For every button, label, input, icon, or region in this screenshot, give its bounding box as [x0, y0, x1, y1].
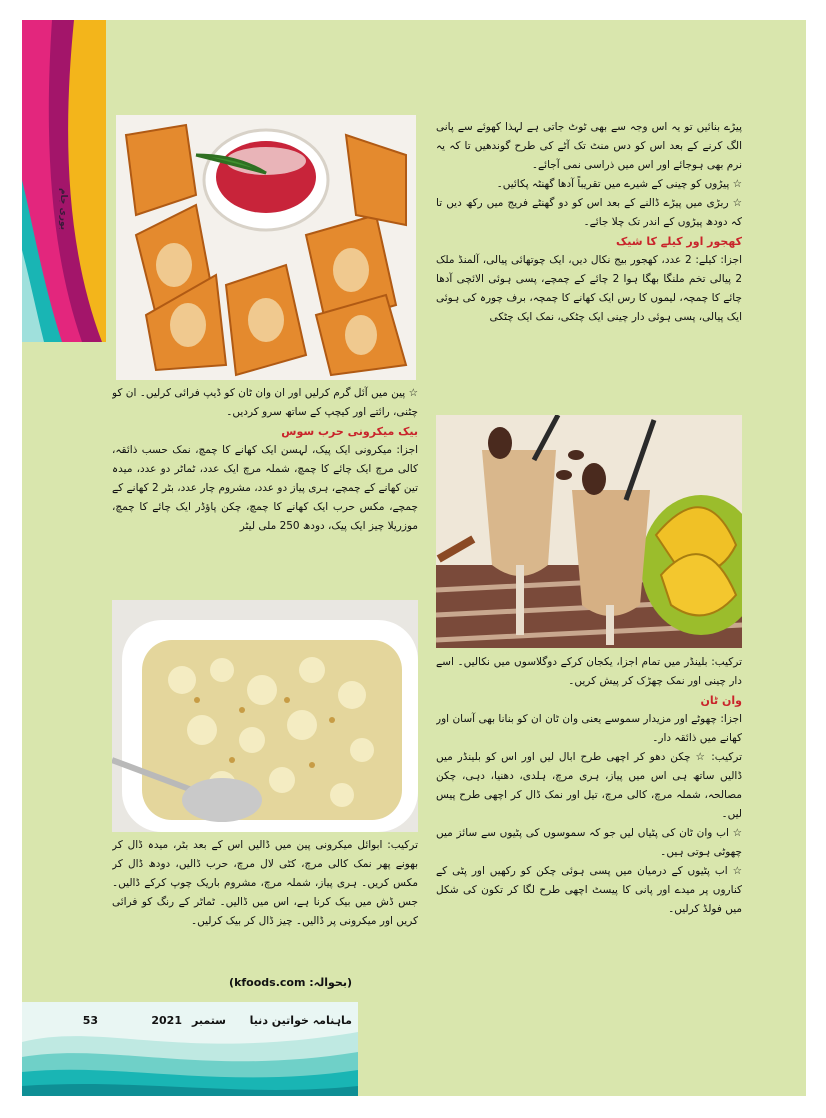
right-top-paragraph: ☆ پیڑوں کو چینی کے شیرے میں تقریباً آدھا گھنٹہ پکائیں۔: [496, 178, 742, 190]
issue-year: 2021: [151, 1014, 182, 1027]
shake-method: ترکیب: بلینڈر میں تمام اجزا، یکجان کرکے دوگلاسوں میں نکالیں۔ اسے دار چینی اور نمک چھڑک کر پیش کریں۔: [436, 656, 742, 687]
left-column: [112, 384, 418, 596]
wonton-end-paragraph: ☆ پین میں آئل گرم کرلیں اور ان وان ٹان کو ڈیپ فرائی کرلیں۔ ان کو چٹنی، رائتے اور کیچپ کے ساتھ سرو کردیں۔: [112, 387, 418, 418]
right-column-lower: [436, 653, 742, 1003]
wonton-heading: وان ٹان: [700, 694, 742, 707]
macaroni-method: ترکیب: ابوائل میکرونی پین میں ڈالیں اس کے بعد بٹر، میدہ ڈال کر بھونے پھر نمک کالی مرچ، کٹی لال مرچ، حرب ڈالیں، دودھ ڈال کر مکس کریں۔ ہری پیاز، شملہ مرچ، مشروم باریک چوپ کرکے ڈالیں۔ جس ڈش میں بیک کرنا ہے، اس میں ڈالیں۔ ٹماٹر کے رنگ کو فرائی کریں اور میکرونی پر ڈالیں۔ چیز ڈال کر بیک کرلیں۔: [112, 839, 418, 927]
wonton-method-step: ترکیب: ☆ چکن دھو کر اچھی طرح ابال لیں اور اس کو بلینڈر میں ڈالیں ساتھ ہی اس میں پیاز، ہری مرچ، ہلدی، دھنیا، دہی، چکن مصالحہ، شملہ مرچ، کالی مرچ، تیل اور نمک ڈال کر اچھی طرح پیس لیں۔: [436, 751, 742, 820]
macaroni-ingredients: اجزا: میکرونی ایک پیک، لہسن ایک کھانے کا چمچ، نمک حسب ذائقہ، کالی مرچ ایک چائے کا چمچ، شملہ مرچ ایک عدد، ٹماٹر دو عدد، میدہ تین کھانے کے چمچے، ہری پیاز دو عدد، مشروم چار عدد، بٹر 2 کھانے کے چمچے، مکس حرب ایک کھانے کا چمچ، چکن پاؤڈر ایک چائے کا چمچ، موزریلا چیز ایک پیک، دودھ 250 ملی لیٹر: [112, 444, 418, 532]
wonton-method-step: ☆ اب وان ٹان کی پٹیاں لیں جو کہ سموسوں کی پٹیوں سے سائز میں چھوٹی ہوتی ہیں۔: [436, 827, 742, 858]
source-credit: (بحوالہ: kfoods.com): [229, 976, 352, 989]
shake-ingredients: اجزا: کیلے: 2 عدد، کھجور بیج نکال دیں، ایک چوتھائی پیالی، آلمنڈ ملک 2 پیالی تخم ملنگا بھگا ہوا 2 چائے کے چمچے، پسی ہوئی الائچی آدھا چائے کا چمچہ، لیموں کا رس ایک کھانے کا چمچہ، برف چورہ کی ہوئی ایک پیالی، پسی ہوئی دار چینی ایک چٹکی، نمک ایک چٹکی: [436, 254, 742, 323]
macaroni-heading: بیک میکرونی حرب سوس: [281, 425, 418, 438]
wonton-method-step: ☆ اب پٹیوں کے درمیان میں پسی ہوئی چکن کو رکھیں اور پٹی کے کناروں پر میدے اور پانی کا پیسٹ اچھی طرح لگا کر تکون کی شکل میں فولڈ کرلیں۔: [436, 865, 742, 915]
right-top-paragraph: پیڑے بنائیں تو یہ اس وجہ سے بھی ٹوٹ جاتی ہے لہذا کھوئے سے پانی الگ کرنے کے بعد اس کو دس منٹ تک آٹے کی طرح گوندھیں تا کہ یہ نرم بھی ہوجائے اور اس میں ذراسی نمی آجائے۔: [436, 121, 742, 171]
wonton-photo: [116, 115, 416, 380]
shake-heading: کھجور اور کیلے کا شیک: [616, 235, 742, 248]
issue-month: ستمبر: [191, 1014, 226, 1027]
macaroni-photo: [112, 600, 418, 832]
right-column: [436, 118, 742, 413]
decorative-side-band: [22, 20, 106, 342]
magazine-page: [22, 20, 806, 1096]
sidebar-label: بوری جام: [58, 187, 68, 230]
footer-text: [22, 1014, 358, 1034]
wonton-ingredients: اجزا: چھوٹے اور مزیدار سموسے یعنی وان ٹان ان کو بنانا بھی آسان اور کھانے میں ذائقہ دار۔: [436, 713, 742, 744]
page-number: 53: [82, 1014, 98, 1027]
footer-band: [22, 1002, 358, 1096]
magazine-name: ماہنامہ خواتین دنیا: [249, 1014, 352, 1027]
left-column-lower: [112, 836, 418, 974]
shake-photo: [436, 415, 742, 648]
right-top-paragraph: ☆ ربڑی میں پیڑے ڈالنے کے بعد اس کو دو گھنٹے فریج میں رکھ دیں تا کہ دودھ پیڑوں کے اندر تک چلا جائے۔: [436, 197, 742, 228]
